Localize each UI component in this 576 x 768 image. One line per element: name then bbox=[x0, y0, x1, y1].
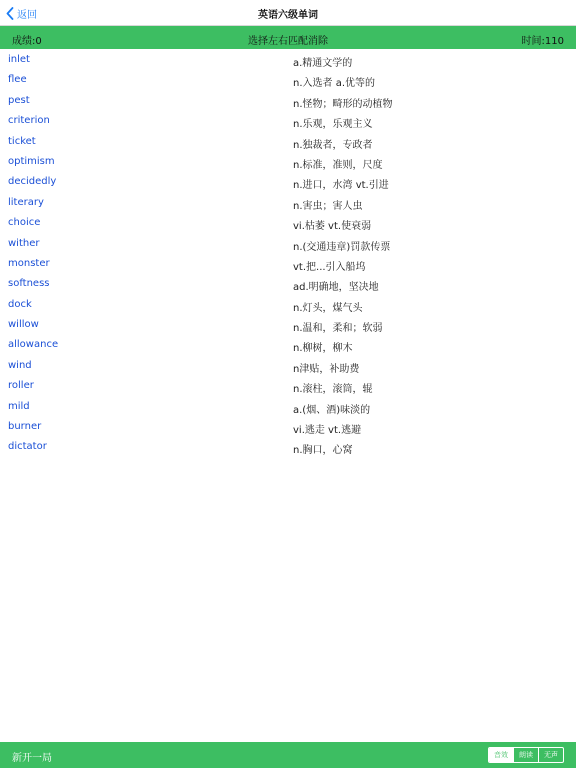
status-bar bbox=[0, 26, 576, 49]
english-word[interactable]: criterion bbox=[8, 115, 50, 127]
list-item bbox=[0, 153, 576, 173]
english-word[interactable]: roller bbox=[8, 380, 34, 392]
score-label: 成绩:0 bbox=[12, 36, 42, 47]
list-item bbox=[0, 398, 576, 418]
list-item bbox=[0, 133, 576, 153]
chinese-meaning[interactable]: n.胸口，心窝 bbox=[293, 445, 353, 457]
instruction-label: 选择左右匹配消除 bbox=[248, 36, 328, 47]
english-word[interactable]: optimism bbox=[8, 155, 55, 167]
chinese-meaning[interactable]: vi.枯萎 vt.使衰弱 bbox=[293, 221, 372, 233]
chinese-meaning[interactable]: n.温和，柔和；软弱 bbox=[293, 323, 383, 335]
list-item bbox=[0, 92, 576, 112]
english-word[interactable]: dictator bbox=[8, 441, 47, 453]
list-item bbox=[0, 71, 576, 91]
list-item bbox=[0, 214, 576, 234]
chinese-meaning[interactable]: n.滚柱，滚筒，辊 bbox=[293, 384, 373, 396]
chinese-meaning[interactable]: n.怪物；畸形的动植物 bbox=[293, 98, 393, 110]
list-item bbox=[0, 194, 576, 214]
list-item bbox=[0, 336, 576, 356]
list-item bbox=[0, 357, 576, 377]
sound-effects-option[interactable]: 音效 bbox=[489, 748, 513, 762]
chinese-meaning[interactable]: vt.把...引入船坞 bbox=[293, 261, 366, 273]
chinese-meaning[interactable]: n.进口，水湾 vt.引进 bbox=[293, 180, 389, 192]
list-item bbox=[0, 438, 576, 458]
english-word[interactable]: dock bbox=[8, 298, 32, 310]
list-item bbox=[0, 255, 576, 275]
english-word[interactable]: choice bbox=[8, 217, 41, 229]
chinese-meaning[interactable]: a.精通文学的 bbox=[293, 58, 353, 69]
chinese-meaning[interactable]: vi.逃走 vt.逃避 bbox=[293, 425, 362, 437]
chinese-meaning[interactable]: n.独裁者，专政者 bbox=[293, 139, 373, 151]
chinese-meaning[interactable]: n.入选者 a.优等的 bbox=[293, 78, 376, 90]
english-word[interactable]: wither bbox=[8, 237, 40, 249]
list-item bbox=[0, 316, 576, 336]
english-word[interactable]: pest bbox=[8, 94, 30, 106]
page-title: 英语六级单词 bbox=[258, 10, 318, 21]
chinese-meaning[interactable]: a.(烟、酒)味淡的 bbox=[293, 404, 371, 416]
english-word[interactable]: allowance bbox=[8, 339, 59, 351]
english-word[interactable]: willow bbox=[8, 319, 39, 331]
back-label: 返回 bbox=[17, 9, 37, 21]
list-item bbox=[0, 275, 576, 295]
english-word[interactable]: ticket bbox=[8, 135, 36, 147]
word-list bbox=[0, 51, 576, 459]
english-word[interactable]: burner bbox=[8, 421, 42, 433]
english-word[interactable]: wind bbox=[8, 359, 32, 371]
timer-label: 时间:110 bbox=[521, 36, 564, 47]
list-item bbox=[0, 173, 576, 193]
english-word[interactable]: monster bbox=[8, 257, 50, 269]
list-item bbox=[0, 235, 576, 255]
mute-option[interactable]: 无声 bbox=[538, 748, 563, 762]
bottom-toolbar bbox=[0, 742, 576, 768]
navigation-bar bbox=[0, 0, 576, 26]
chinese-meaning[interactable]: n.标准，准则，尺度 bbox=[293, 159, 383, 171]
chinese-meaning[interactable]: n.灯头，煤气头 bbox=[293, 302, 363, 314]
chinese-meaning[interactable]: ad.明确地，坚决地 bbox=[293, 282, 379, 294]
list-item bbox=[0, 296, 576, 316]
chinese-meaning[interactable]: n.害虫；害人虫 bbox=[293, 200, 363, 212]
chinese-meaning[interactable]: n津贴，补助费 bbox=[293, 363, 360, 375]
list-item bbox=[0, 377, 576, 397]
english-word[interactable]: literary bbox=[8, 196, 44, 208]
list-item bbox=[0, 418, 576, 438]
english-word[interactable]: softness bbox=[8, 278, 50, 290]
read-aloud-option[interactable]: 朗读 bbox=[513, 748, 538, 762]
list-item bbox=[0, 51, 576, 71]
chinese-meaning[interactable]: n.(交通违章)罚款传票 bbox=[293, 241, 391, 253]
sound-mode-segmented-control bbox=[488, 747, 564, 763]
english-word[interactable]: inlet bbox=[8, 54, 30, 65]
english-word[interactable]: mild bbox=[8, 400, 30, 412]
english-word[interactable]: flee bbox=[8, 74, 27, 86]
list-item bbox=[0, 112, 576, 132]
chinese-meaning[interactable]: n.柳树，柳木 bbox=[293, 343, 353, 355]
chinese-meaning[interactable]: n.乐观，乐观主义 bbox=[293, 119, 373, 131]
english-word[interactable]: decidedly bbox=[8, 176, 57, 188]
new-game-button[interactable]: 新开一局 bbox=[12, 753, 52, 764]
